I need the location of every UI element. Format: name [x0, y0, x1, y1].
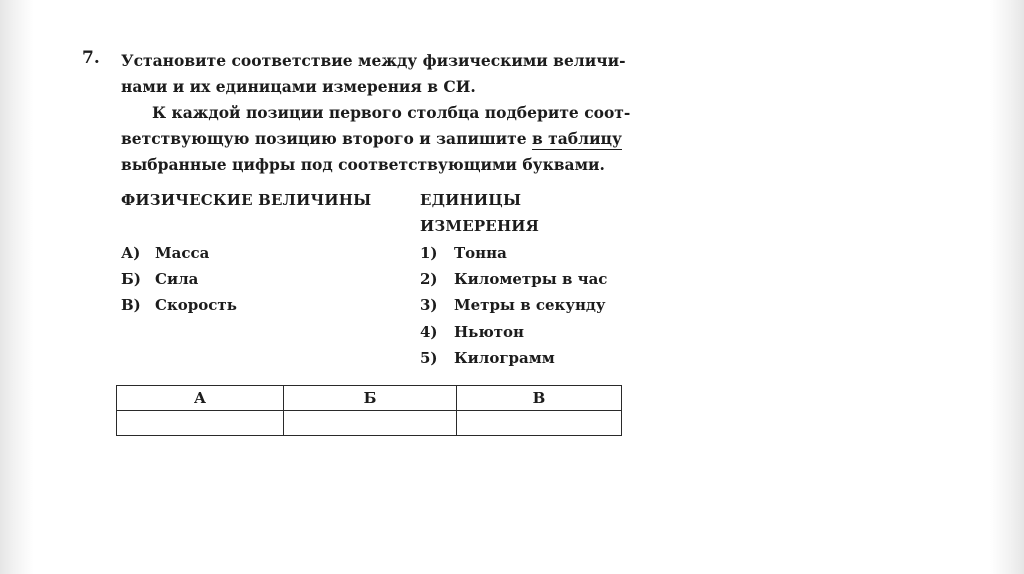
answer-header-a: А: [117, 386, 284, 411]
answer-cell-v[interactable]: [457, 411, 622, 436]
left-item-text: Сила: [155, 270, 199, 288]
left-item-marker: В): [121, 296, 141, 314]
left-item-marker: Б): [121, 270, 141, 288]
right-item-text: Метры в секунду: [454, 296, 606, 314]
left-item-b: [121, 272, 198, 287]
right-item-marker: 2): [420, 270, 438, 288]
right-column-header-line-2: ИЗМЕРЕНИЯ: [420, 217, 540, 235]
task-text-line-4: [121, 131, 622, 147]
right-item-2: [420, 272, 607, 287]
task-text-line-2: нами и их единицами измерения в СИ.: [121, 77, 476, 96]
right-item-3: [420, 298, 606, 313]
answer-cell-a[interactable]: [117, 411, 284, 436]
answer-table: [116, 385, 622, 436]
answer-table-input-row: [117, 411, 622, 436]
task-text-line-3: К каждой позиции первого столбца подберите соот-: [152, 103, 631, 122]
task-text-line-1: Установите соответствие между физическими величи-: [121, 51, 626, 70]
left-column-header: ФИЗИЧЕСКИЕ ВЕЛИЧИНЫ: [121, 191, 372, 209]
right-item-1: [420, 246, 507, 261]
right-item-text: Тонна: [454, 244, 507, 262]
right-item-marker: 4): [420, 323, 438, 341]
left-item-text: Скорость: [155, 296, 237, 314]
right-item-marker: 1): [420, 244, 438, 262]
task-text-line-4-main: ветствующую позицию второго и запишите: [121, 129, 527, 148]
left-item-text: Масса: [155, 244, 210, 262]
right-item-4: [420, 325, 524, 340]
right-item-text: Километры в час: [454, 270, 608, 288]
answer-header-v: В: [457, 386, 622, 411]
answer-cell-b[interactable]: [284, 411, 457, 436]
left-item-marker: А): [121, 244, 141, 262]
task-text-line-5: выбранные цифры под соответствующими буквами.: [121, 155, 605, 174]
task-number: 7.: [82, 48, 100, 68]
answer-table-header-row: [117, 386, 622, 411]
underlined-phrase: в таблицу: [531, 129, 622, 148]
right-item-5: [420, 351, 555, 366]
right-item-marker: 3): [420, 296, 438, 314]
right-item-text: Ньютон: [454, 323, 525, 341]
right-column-header-line-1: ЕДИНИЦЫ: [420, 191, 522, 209]
right-item-marker: 5): [420, 349, 438, 367]
answer-header-b: Б: [284, 386, 457, 411]
left-item-a: [121, 246, 209, 261]
right-item-text: Килограмм: [454, 349, 555, 367]
left-item-v: [121, 298, 237, 313]
